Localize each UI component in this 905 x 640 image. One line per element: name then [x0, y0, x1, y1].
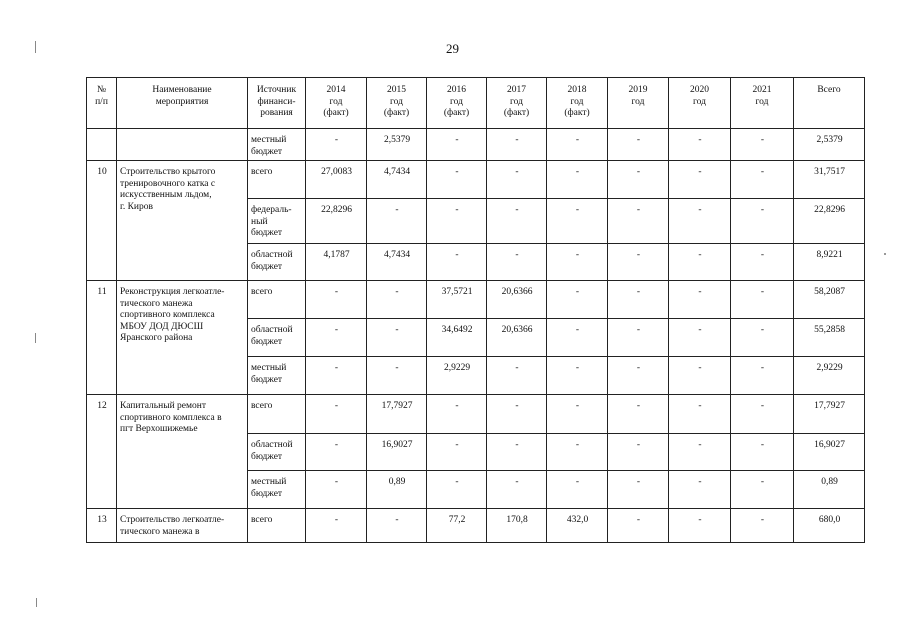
value-2021: -: [731, 395, 794, 434]
funding-source: областной бюджет: [248, 434, 306, 471]
value-2016: 37,5721: [427, 281, 487, 319]
value-2019: -: [608, 244, 669, 281]
value-2018: -: [547, 129, 608, 161]
header-2021: 2021 год: [731, 78, 794, 129]
value-2016: 2,9229: [427, 357, 487, 395]
funding-source: всего: [248, 395, 306, 434]
value-2018: -: [547, 395, 608, 434]
value-2016: -: [427, 129, 487, 161]
value-2018: -: [547, 434, 608, 471]
value-2017: -: [487, 199, 547, 244]
value-2016: 34,6492: [427, 319, 487, 357]
value-2015: -: [367, 509, 427, 543]
value-2020: -: [669, 244, 731, 281]
value-2020: -: [669, 357, 731, 395]
value-2017: -: [487, 357, 547, 395]
value-2016: -: [427, 161, 487, 199]
header-total: Всего: [794, 78, 865, 129]
value-2019: -: [608, 281, 669, 319]
value-2018: -: [547, 471, 608, 509]
value-2014: -: [306, 281, 367, 319]
value-2019: -: [608, 509, 669, 543]
value-2017: -: [487, 434, 547, 471]
value-2016: -: [427, 244, 487, 281]
table-body: [87, 129, 865, 543]
value-2020: -: [669, 434, 731, 471]
funding-source: областной бюджет: [248, 319, 306, 357]
value-2021: -: [731, 199, 794, 244]
value-2015: -: [367, 199, 427, 244]
header-2018: 2018 год (факт): [547, 78, 608, 129]
value-2017: -: [487, 244, 547, 281]
table-row: [87, 395, 865, 434]
value-2017: 170,8: [487, 509, 547, 543]
value-total: 680,0: [794, 509, 865, 543]
funding-source: местный бюджет: [248, 357, 306, 395]
value-2016: 77,2: [427, 509, 487, 543]
value-2014: -: [306, 434, 367, 471]
value-2018: 432,0: [547, 509, 608, 543]
value-2014: -: [306, 471, 367, 509]
value-2019: -: [608, 199, 669, 244]
value-2015: 0,89: [367, 471, 427, 509]
funding-source: местный бюджет: [248, 129, 306, 161]
value-2019: -: [608, 161, 669, 199]
header-source: Источник финанси- рования: [248, 78, 306, 129]
scan-artifact-dot: [884, 253, 886, 255]
value-2014: -: [306, 129, 367, 161]
value-2015: 17,7927: [367, 395, 427, 434]
value-2019: -: [608, 471, 669, 509]
value-2021: -: [731, 281, 794, 319]
header-2016: 2016 год (факт): [427, 78, 487, 129]
table-header: [87, 78, 865, 129]
value-total: 55,2858: [794, 319, 865, 357]
value-2019: -: [608, 129, 669, 161]
value-2016: -: [427, 395, 487, 434]
value-2021: -: [731, 471, 794, 509]
funding-source: областной бюджет: [248, 244, 306, 281]
value-2019: -: [608, 434, 669, 471]
value-2015: -: [367, 357, 427, 395]
table-row: [87, 129, 865, 161]
value-2020: -: [669, 129, 731, 161]
value-2017: 20,6366: [487, 319, 547, 357]
scan-artifact-mark: [35, 333, 36, 343]
value-total: 17,7927: [794, 395, 865, 434]
header-num: № п/п: [87, 78, 117, 129]
value-2017: -: [487, 129, 547, 161]
value-2018: -: [547, 244, 608, 281]
table-row: [87, 161, 865, 199]
value-2015: 2,5379: [367, 129, 427, 161]
value-2015: -: [367, 281, 427, 319]
item-number: 12: [87, 395, 117, 509]
value-total: 0,89: [794, 471, 865, 509]
activity-name: Строительство крытого тренировочного катка с искусственным льдом, г. Киров: [117, 161, 248, 281]
header-name: Наименование мероприятия: [117, 78, 248, 129]
activity-name: Строительство легкоатле- тического манежа в: [117, 509, 248, 543]
value-2021: -: [731, 434, 794, 471]
value-2020: -: [669, 199, 731, 244]
funding-source: всего: [248, 281, 306, 319]
value-2014: 22,8296: [306, 199, 367, 244]
value-2018: -: [547, 281, 608, 319]
value-2018: -: [547, 199, 608, 244]
value-2020: -: [669, 319, 731, 357]
table-row: [87, 509, 865, 543]
value-2021: -: [731, 357, 794, 395]
item-number: [87, 129, 117, 161]
header-2017: 2017 год (факт): [487, 78, 547, 129]
value-2016: -: [427, 434, 487, 471]
value-2020: -: [669, 281, 731, 319]
activity-name: [117, 129, 248, 161]
value-2021: -: [731, 319, 794, 357]
value-2019: -: [608, 319, 669, 357]
value-2020: -: [669, 395, 731, 434]
header-2020: 2020 год: [669, 78, 731, 129]
value-2014: -: [306, 319, 367, 357]
value-2020: -: [669, 471, 731, 509]
value-2015: 4,7434: [367, 161, 427, 199]
scan-artifact-mark: [35, 41, 36, 53]
value-total: 22,8296: [794, 199, 865, 244]
funding-source: федераль- ный бюджет: [248, 199, 306, 244]
value-2020: -: [669, 509, 731, 543]
financing-table: [86, 77, 865, 543]
value-2016: -: [427, 199, 487, 244]
item-number: 10: [87, 161, 117, 281]
value-2014: -: [306, 395, 367, 434]
value-2015: 4,7434: [367, 244, 427, 281]
value-2018: -: [547, 357, 608, 395]
value-2016: -: [427, 471, 487, 509]
item-number: 13: [87, 509, 117, 543]
value-2014: -: [306, 357, 367, 395]
value-total: 8,9221: [794, 244, 865, 281]
value-2018: -: [547, 319, 608, 357]
value-2017: -: [487, 161, 547, 199]
value-2021: -: [731, 129, 794, 161]
value-total: 16,9027: [794, 434, 865, 471]
table-row: [87, 281, 865, 319]
value-2015: 16,9027: [367, 434, 427, 471]
value-2019: -: [608, 395, 669, 434]
value-total: 58,2087: [794, 281, 865, 319]
value-2018: -: [547, 161, 608, 199]
value-total: 31,7517: [794, 161, 865, 199]
value-2017: -: [487, 395, 547, 434]
value-2015: -: [367, 319, 427, 357]
value-2021: -: [731, 244, 794, 281]
value-total: 2,5379: [794, 129, 865, 161]
value-2014: 27,0083: [306, 161, 367, 199]
value-2017: 20,6366: [487, 281, 547, 319]
page-number: 29: [446, 41, 459, 56]
funding-source: всего: [248, 509, 306, 543]
value-2021: -: [731, 161, 794, 199]
header-2014: 2014 год (факт): [306, 78, 367, 129]
activity-name: Капитальный ремонт спортивного комплекса в пгт Верхошижемье: [117, 395, 248, 509]
header-2015: 2015 год (факт): [367, 78, 427, 129]
value-2014: 4,1787: [306, 244, 367, 281]
value-2019: -: [608, 357, 669, 395]
header-2019: 2019 год: [608, 78, 669, 129]
value-2017: -: [487, 471, 547, 509]
funding-source: местный бюджет: [248, 471, 306, 509]
value-2021: -: [731, 509, 794, 543]
funding-source: всего: [248, 161, 306, 199]
item-number: 11: [87, 281, 117, 395]
activity-name: Реконструкция легкоатле- тического манежа спортивного комплекса МБОУ ДОД ДЮСШ Яранского района: [117, 281, 248, 395]
value-2014: -: [306, 509, 367, 543]
scan-artifact-mark: [36, 598, 37, 607]
value-2020: -: [669, 161, 731, 199]
value-total: 2,9229: [794, 357, 865, 395]
